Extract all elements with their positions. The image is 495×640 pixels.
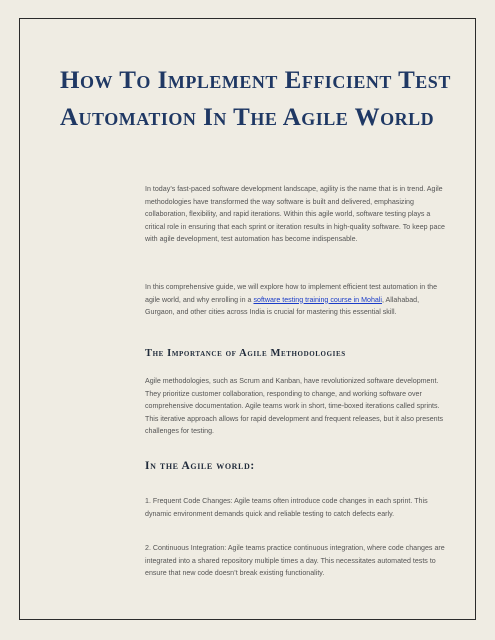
guide-text-before: In this comprehensive guide, we will explore how to implement efficient test automation in the agile world, and why enrolling in a [145, 283, 438, 304]
guide-paragraph [145, 281, 445, 319]
training-course-link[interactable]: software testing training course in Mohali [253, 295, 382, 304]
document-title: How To Implement Efficient Test Automation In The Agile World [60, 67, 451, 131]
section-heading-agile-importance: The Importance of Agile Methodologies [145, 348, 346, 359]
guide-text-after: , Allahabad, Gurgaon, and other cities across India is crucial for mastering this essential skill. [145, 295, 420, 317]
list-item: 2. Continuous Integration: Agile teams practice continuous integration, where code changes are integrated into a shared repository multiple times a day. This necessitates automated tests to ensure that new code doesn’t break existing functionality. [145, 544, 445, 578]
agile-methodologies-paragraph: Agile methodologies, such as Scrum and Kanban, have revolutionized software development. They prioritize customer collaboration, responding to change, and working software over comprehensive documentation. Agile teams work in short, time-boxed iterations called sprints. This iterative approach allows for rapid development and frequent releases, but it also presents challenges for testing. [145, 377, 444, 436]
list-item: 1. Frequent Code Changes: Agile teams often introduce code changes in each sprint. This dynamic environment demands quick and reliable testing to catch defects early. [145, 497, 428, 518]
intro-paragraph: In today’s fast-paced software development landscape, agility is the name that is in trend. Agile methodologies have transformed the way software is built and delivered, emphasizing collaboration, flexibility, and rapid iterations. Within this agile world, software testing plays a critical role in ensuring that each sprint or iteration results in high-quality software. To keep pace with agile development, test automation has become indispensable. [145, 185, 445, 244]
section-heading-agile-world: In the Agile world: [145, 460, 255, 472]
